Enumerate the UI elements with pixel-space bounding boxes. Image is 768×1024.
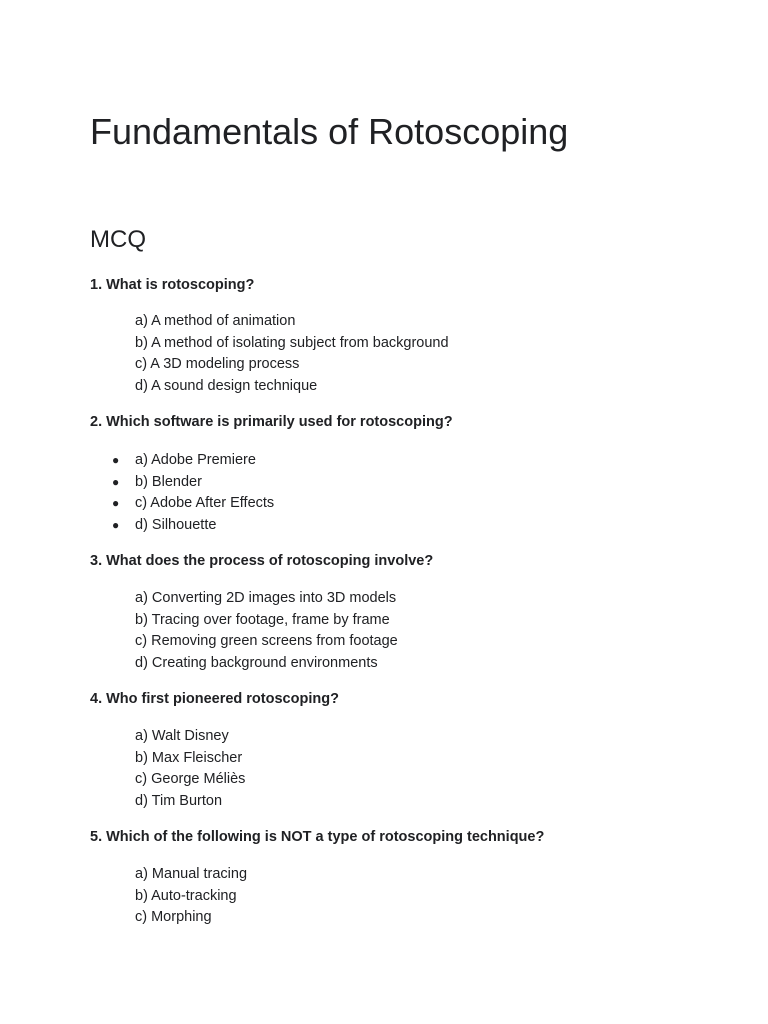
bullet-icon: ● [112,474,120,489]
question-2-options [112,450,275,536]
option-2b-text: b) Blender [135,473,202,490]
option-1a: a) A method of animation [135,313,296,329]
option-2d-text: d) Silhouette [135,516,217,533]
option-1d: d) A sound design technique [135,377,318,394]
option-1b: b) A method of isolating subject from background [135,334,449,351]
bullet-icon: ● [112,453,120,467]
option-2d [112,515,274,537]
option-5a: a) Manual tracing [135,866,248,882]
option-4c: c) George Méliès [135,771,246,787]
option-3c: c) Removing green screens from footage [135,633,398,649]
option-5c: c) Morphing [135,909,212,925]
option-5b: b) Auto-tracking [135,887,237,904]
document-title: Fundamentals of Rotoscoping [90,111,569,152]
question-3: 3. What does the process of rotoscoping involve? [90,553,434,569]
question-3-options [135,588,398,674]
question-5-options [135,864,247,929]
option-2c-text: c) Adobe After Effects [135,495,275,511]
option-4d: d) Tim Burton [135,792,223,809]
question-2: 2. Which software is primarily used for rotoscoping? [90,414,453,430]
question-4-options [135,726,245,812]
option-4a: a) Walt Disney [135,728,229,744]
option-3a: a) Converting 2D images into 3D models [135,590,397,606]
bullet-icon: ● [112,517,120,532]
question-5: 5. Which of the following is NOT a type of rotoscoping technique? [90,829,545,845]
option-2c [112,493,275,515]
option-3d: d) Creating background environments [135,654,378,671]
option-4b: b) Max Fleischer [135,749,243,766]
option-3b: b) Tracing over footage, frame by frame [135,611,390,628]
bullet-icon: ● [112,496,120,510]
option-1c: c) A 3D modeling process [135,356,300,372]
section-heading-mcq: MCQ [90,226,146,253]
option-2b [112,472,274,494]
option-2a-text: a) Adobe Premiere [135,452,256,468]
option-2a [112,450,274,472]
question-1-options [135,311,449,397]
question-4: 4. Who first pioneered rotoscoping? [90,691,339,707]
question-1: 1. What is rotoscoping? [90,277,255,293]
